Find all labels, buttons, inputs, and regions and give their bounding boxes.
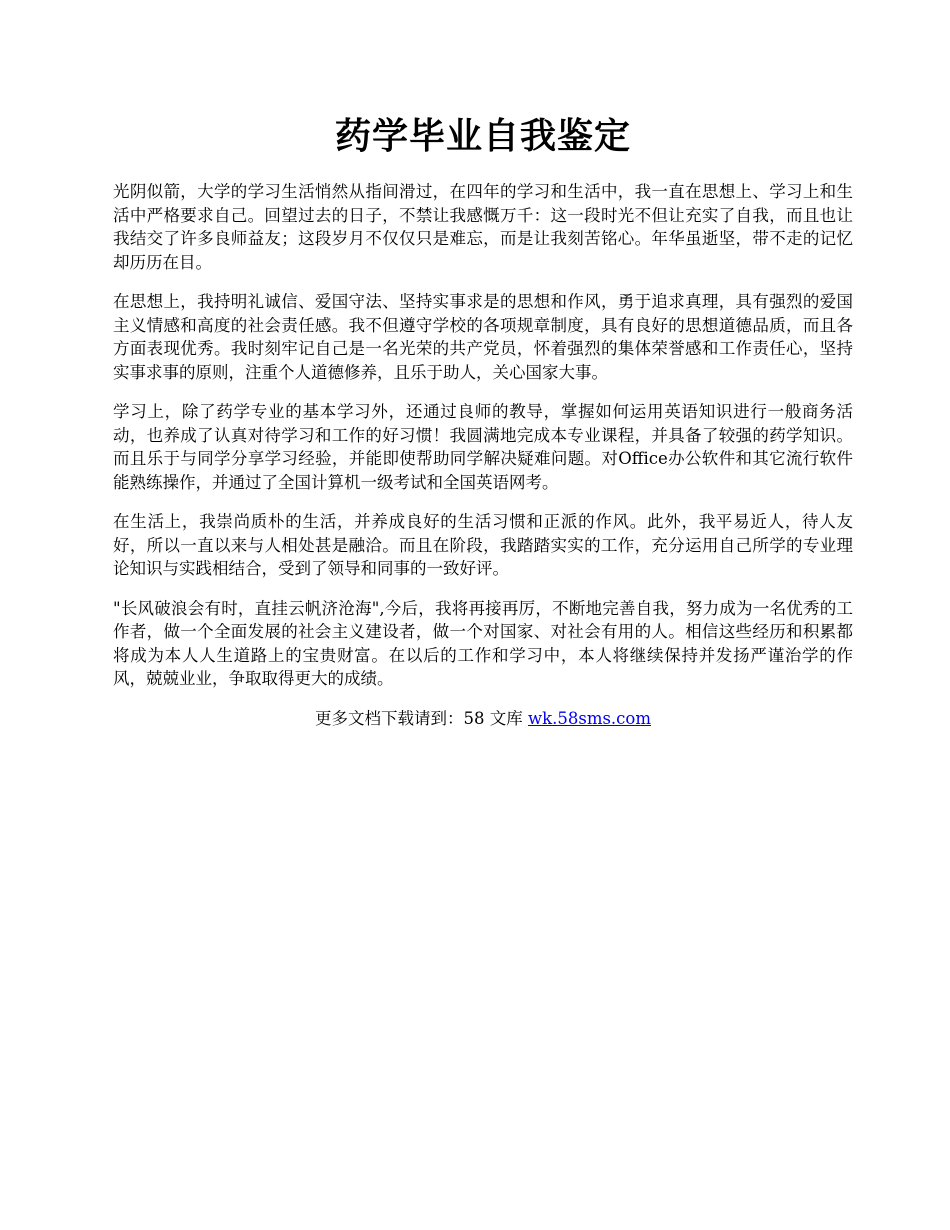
paragraph-conclusion: "长风破浪会有时，直挂云帆济沧海",今后，我将再接再厉，不断地完善自我，努力成为一名优秀的工作者，做一个全面发展的社会主义建设者，做一个对国家、对社会有用的人。相信这些经历和积累都将成为本人人生道路上的宝贵财富。在以后的工作和学习中，本人将继续保持并发扬严谨治学的作风，兢兢业业，争取取得更大的成绩。 [113, 598, 853, 688]
paragraph-life: 在生活上，我崇尚质朴的生活，并养成良好的生活习惯和正派的作风。此外，我平易近人，待人友好，所以一直以来与人相处甚是融洽。而且在阶段，我踏踏实实的工作，充分运用自己所学的专业理论知识与实践相结合，受到了领导和同事的一致好评。 [113, 512, 853, 578]
paragraph-ideology: 在思想上，我持明礼诚信、爱国守法、坚持实事求是的思想和作风，勇于追求真理，具有强烈的爱国主义情感和高度的社会责任感。我不但遵守学校的各项规章制度，具有良好的思想道德品质，而且各方面表现优秀。我时刻牢记自己是一名光荣的共产党员，怀着强烈的集体荣誉感和工作责任心，坚持实事求事的原则，注重个人道德修养，且乐于助人，关心国家大事。 [113, 292, 853, 382]
footer-prefix: 更多文档下载请到：58 文库 [314, 708, 528, 728]
paragraph-intro: 光阴似箭，大学的学习生活悄然从指间滑过，在四年的学习和生活中，我一直在思想上、学习上和生活中严格要求自己。回望过去的日子，不禁让我感慨万千：这一段时光不但让充实了自我，而且也让我结交了许多良师益友；这段岁月不仅仅只是难忘，而是让我刻苦铭心。年华虽逝坚，带不走的记忆却历历在目。 [113, 182, 853, 272]
footer-link[interactable]: wk.58sms.com [527, 708, 651, 728]
document-title: 药学毕业自我鉴定 [334, 115, 631, 157]
document-page [113, 110, 853, 731]
paragraph-study: 学习上，除了药学专业的基本学习外，还通过良师的教导，掌握如何运用英语知识进行一般商务活动，也养成了认真对待学习和工作的好习惯！我圆满地完成本专业课程，并具备了较强的药学知识。而且乐于与同学分享学习经验，并能即使帮助同学解决疑难问题。对Office办公软件和其它流行软件能熟练操作，并通过了全国计算机一级考试和全国英语网考。 [113, 402, 853, 492]
download-footer [113, 707, 853, 731]
